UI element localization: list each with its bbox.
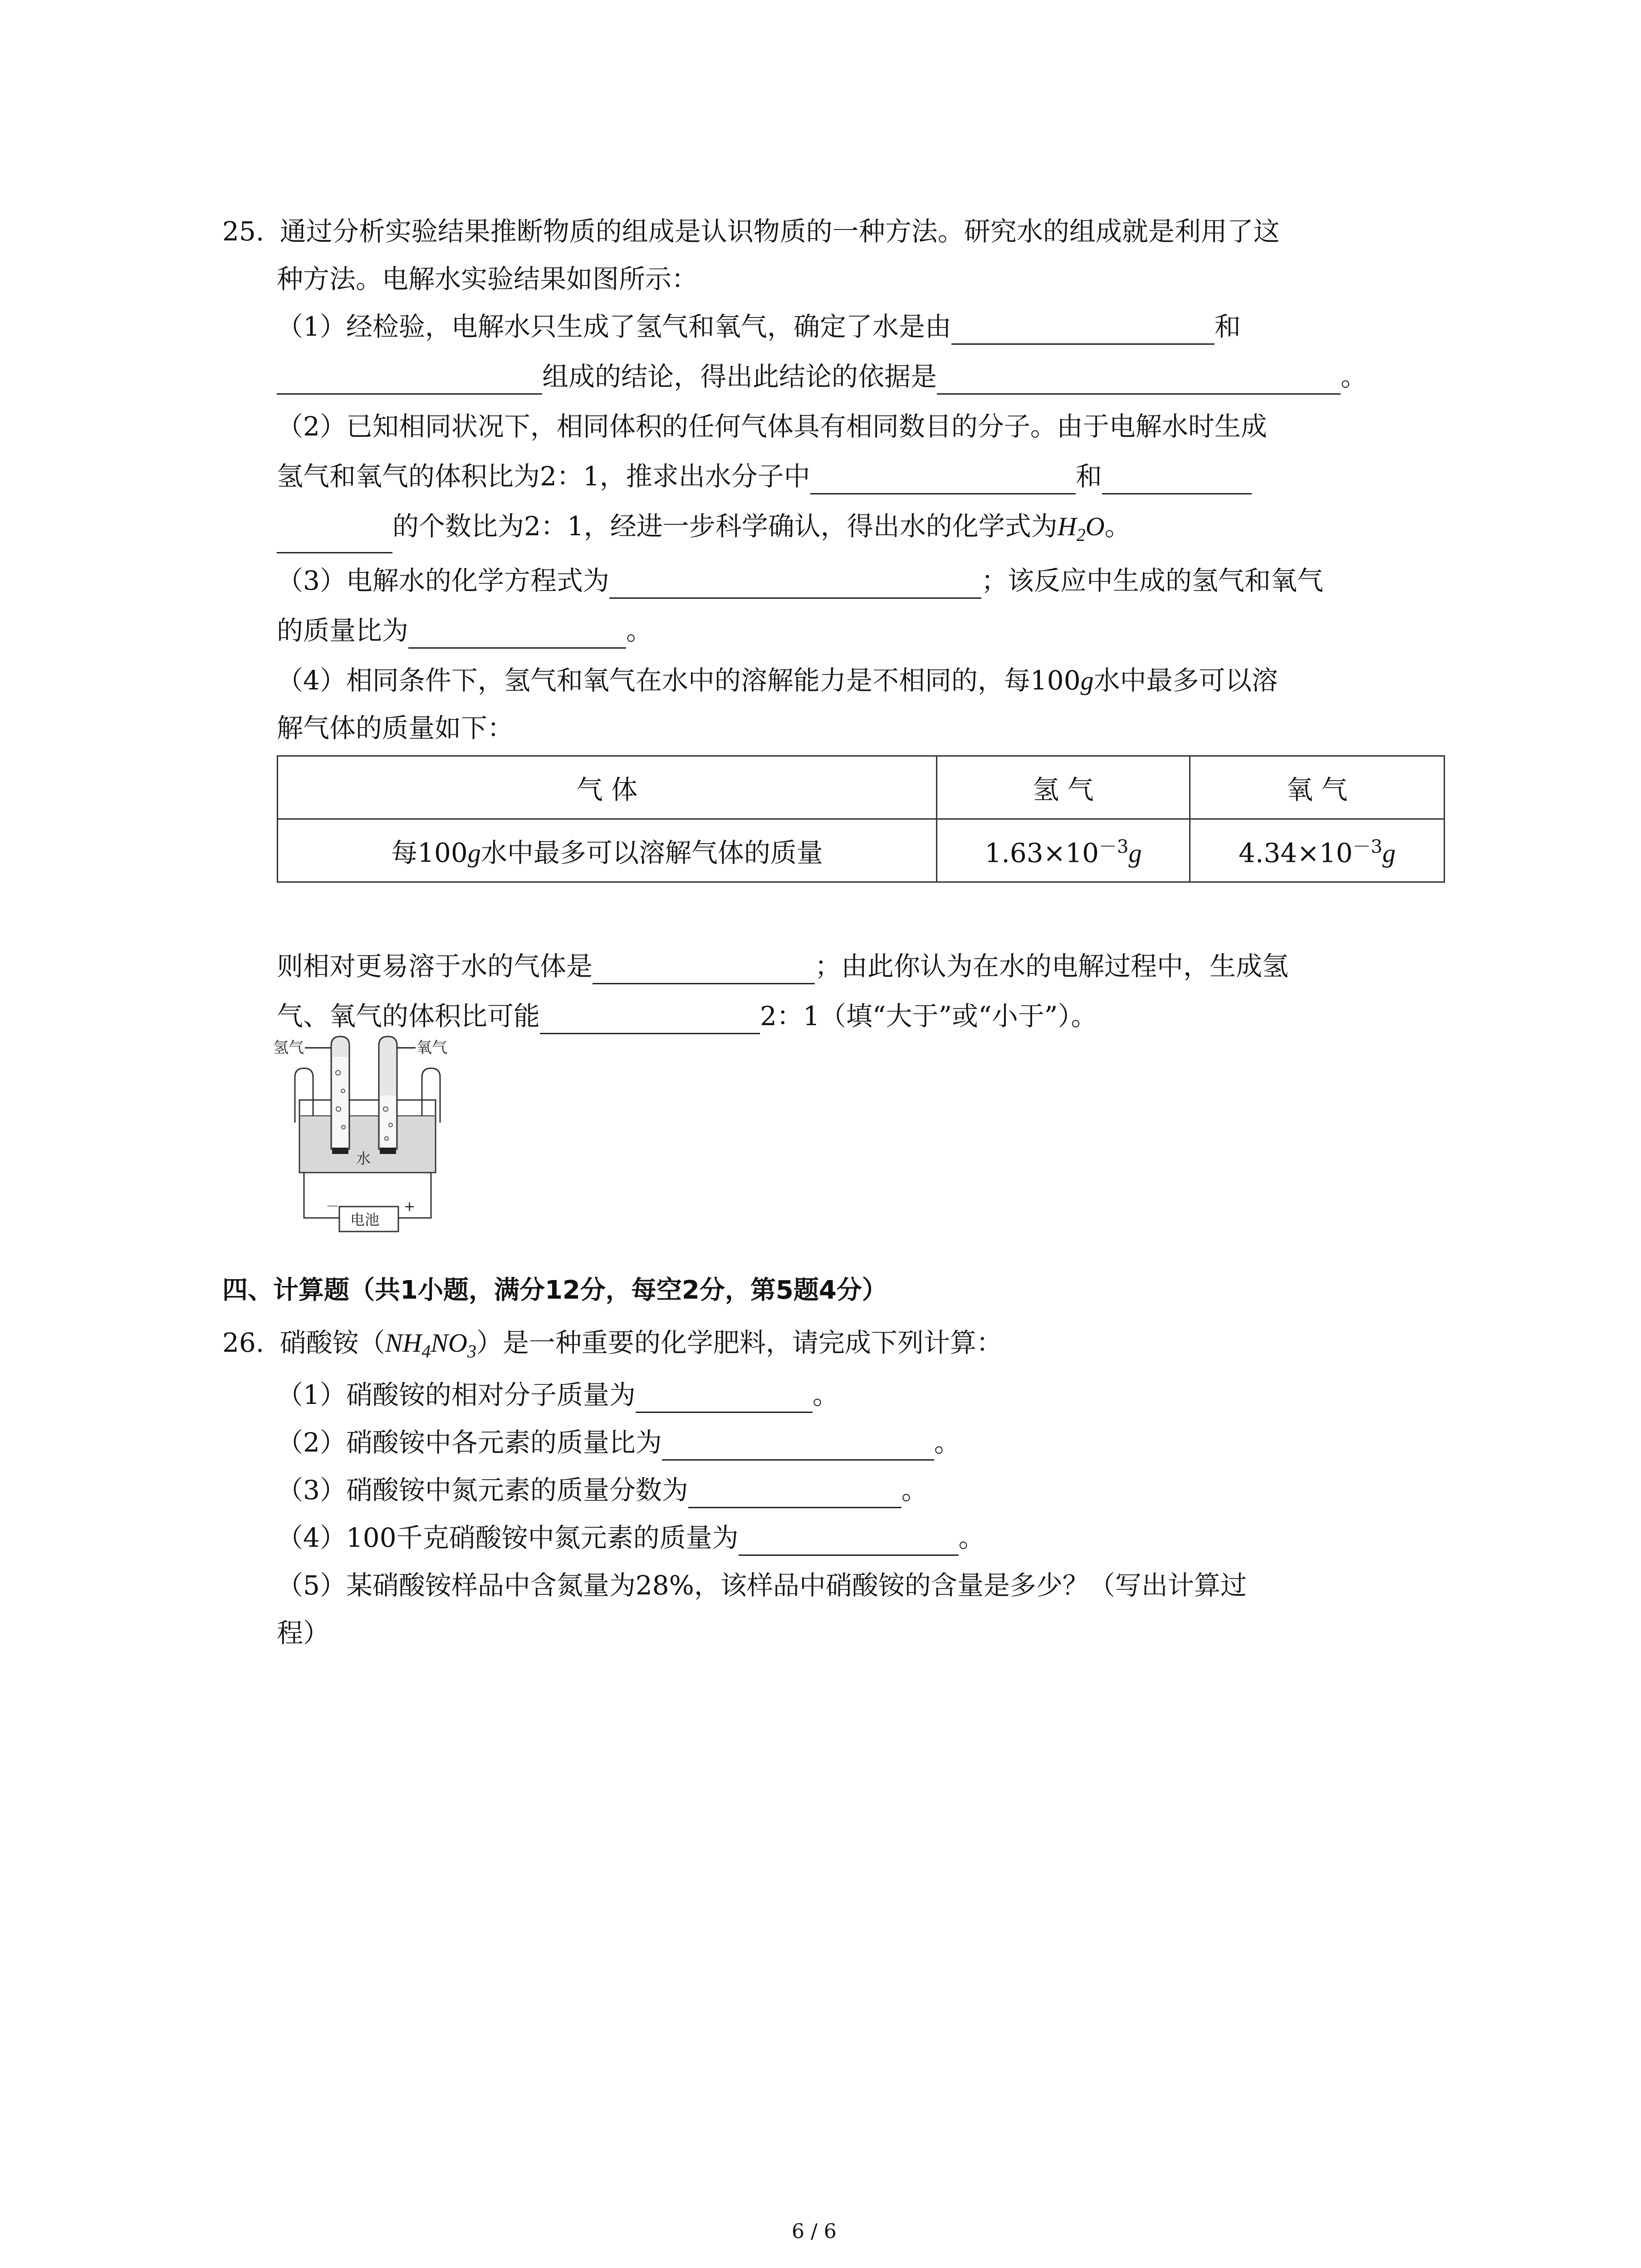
q25-part2-end: 。 (1104, 511, 1131, 542)
q25-part2-line1: （2）已知相同状况下，相同体积的任何气体具有相同数目的分子。由于电解水时生成 (277, 411, 1267, 442)
table-row-label (278, 819, 937, 882)
q25-after-text-a: 则相对更易溶于水的气体是 (277, 951, 593, 982)
answer-blank-1a[interactable] (951, 312, 1215, 345)
q25-part4-text-a: （4）相同条件下，氢气和氧气在水中的溶解能力是不相同的，每100 (277, 665, 1081, 696)
q25-part3-text-c: 的质量比为 (277, 615, 409, 646)
electrode-left (332, 1148, 348, 1154)
answer-blank-2b[interactable] (1102, 461, 1252, 494)
q25-part1-line1 (277, 308, 1241, 345)
q26-sub2-text: （2）硝酸铵中各元素的质量比为 (277, 1427, 662, 1458)
o2-exponent: －3 (1352, 836, 1382, 858)
q25-part1-line2 (277, 358, 1367, 395)
q25-part3-text-b: ；该反应中生成的氢气和氧气 (981, 565, 1323, 596)
q25-part3-line2 (277, 612, 652, 649)
answer-blank-4b[interactable] (540, 1001, 760, 1034)
q25-part2-text-a: 氢气和氧气的体积比为2：1，推求出水分子中 (277, 461, 810, 492)
q26-sub5-line1: （5）某硝酸铵样品中含氮量为28%，该样品中硝酸铵的含量是多少？（写出计算过 (277, 1570, 1247, 1601)
q25-part4-text-b: 水中最多可以溶 (1093, 665, 1278, 696)
q26-number: 26. (222, 1327, 265, 1358)
q26-sub4 (277, 1520, 985, 1556)
solubility-table (277, 755, 1445, 883)
q26-sub1-end: 。 (812, 1379, 839, 1410)
answer-blank-1c[interactable] (937, 362, 1341, 395)
q26-sub4-end: 。 (958, 1522, 985, 1553)
label-hydrogen: 氢气 (273, 1039, 304, 1057)
q25-after-text-c: 气、氧气的体积比可能 (277, 1001, 540, 1031)
answer-blank-2a[interactable] (810, 461, 1076, 494)
answer-blank-2c[interactable] (277, 520, 392, 553)
q25-part1-text-b: 和 (1214, 311, 1241, 342)
q26-intro-a: 硝酸铵（ (279, 1327, 385, 1358)
q25-part3-line1 (277, 562, 1323, 599)
q25-number: 25. (222, 216, 265, 247)
table-header-gas: 气 体 (278, 756, 937, 819)
electrode-right (380, 1148, 396, 1154)
q26-sub3-text: （3）硝酸铵中氮元素的质量分数为 (277, 1475, 688, 1505)
q26-sub4-text: （4）100千克硝酸铵中氮元素的质量为 (277, 1522, 739, 1553)
q25-part1-end: 。 (1341, 361, 1367, 392)
q25-part3-text-a: （3）电解水的化学方程式为 (277, 565, 609, 596)
answer-blank-26-2[interactable] (662, 1427, 934, 1461)
electrolysis-figure (272, 1032, 472, 1241)
table-cell-o2 (1190, 819, 1445, 882)
q25-line1 (222, 213, 1280, 249)
q25-part3-end: 。 (626, 615, 653, 646)
answer-blank-3a[interactable] (609, 566, 981, 599)
answer-blank-26-3[interactable] (688, 1475, 901, 1508)
row-label-b: 水中最多可以溶解气体的质量 (480, 837, 823, 868)
section-title: 四、计算题（共1小题，满分12分，每空2分，第5题4分） (222, 1276, 887, 1305)
side-tube-left (295, 1068, 313, 1123)
table-header-o2: 氧 气 (1190, 756, 1445, 819)
q25-intro-1: 通过分析实验结果推断物质的组成是认识物质的一种方法。研究水的组成就是利用了这 (279, 216, 1280, 247)
label-water: 水 (356, 1150, 371, 1167)
q26-sub1 (277, 1377, 839, 1413)
formula-o: O (1085, 512, 1105, 541)
answer-blank-1b[interactable] (277, 362, 542, 395)
q25-after-text-d: 2：1（填“大于”或“小于”）。 (760, 1001, 1097, 1031)
q25-part2-text-c: 的个数比为2：1，经进一步科学确认，得出水的化学式为 (392, 511, 1058, 542)
hydrogen-gas-space (333, 1057, 348, 1148)
q25-part4-line1 (277, 662, 1278, 699)
label-plus: + (404, 1199, 416, 1215)
table-header-h2: 氢 气 (937, 756, 1190, 819)
q26-sub5-line2: 程） (277, 1618, 330, 1648)
table-header-row (278, 756, 1445, 819)
q26-sub3 (277, 1472, 928, 1508)
h2-value: 1.63×10 (985, 837, 1099, 869)
formula-h: H (1057, 512, 1077, 541)
formula-no: NO (431, 1328, 467, 1358)
row-label-g: g (467, 838, 481, 868)
q25-after-text-b: ；由此你认为在水的电解过程中，生成氢 (815, 951, 1289, 982)
page-number: 6 / 6 (792, 2220, 837, 2243)
q25-part2-line3 (277, 508, 1131, 553)
table-cell-h2 (937, 819, 1190, 882)
q25-part2-line2 (277, 458, 1252, 494)
label-minus: － (326, 1199, 339, 1215)
formula-nh: NH (385, 1328, 422, 1358)
o2-value: 4.34×10 (1239, 837, 1353, 869)
q25-after-line2 (277, 998, 1097, 1034)
h2-exponent: －3 (1099, 836, 1129, 858)
o2-unit: g (1382, 838, 1396, 868)
q26-sub1-text: （1）硝酸铵的相对分子质量为 (277, 1379, 636, 1410)
label-oxygen: 氧气 (416, 1039, 447, 1057)
q25-after-line1 (277, 948, 1288, 984)
formula-sub-2: 2 (1076, 524, 1086, 545)
q26-intro-b: ）是一种重要的化学肥料，请完成下列计算： (476, 1327, 1003, 1358)
row-label-a: 每100 (391, 837, 468, 868)
table-row (278, 819, 1445, 882)
formula-sub-3: 3 (467, 1341, 476, 1362)
answer-blank-3b[interactable] (408, 616, 626, 649)
q25-part1-text-a: （1）经检验，电解水只生成了氢气和氧气，确定了水是由 (277, 311, 951, 342)
side-tube-right (422, 1068, 440, 1123)
label-battery: 电池 (350, 1211, 380, 1228)
unit-g: g (1080, 666, 1094, 695)
answer-blank-26-4[interactable] (739, 1523, 959, 1556)
formula-sub-4: 4 (421, 1341, 431, 1362)
q26-sub3-end: 。 (901, 1475, 928, 1505)
q25-intro-2: 种方法。电解水实验结果如图所示： (277, 264, 698, 294)
answer-blank-4a[interactable] (593, 951, 815, 984)
answer-blank-26-1[interactable] (636, 1380, 813, 1413)
q25-part1-text-c: 组成的结论，得出此结论的依据是 (542, 361, 937, 392)
q26-sub2 (277, 1424, 960, 1461)
q25-part4-line2: 解气体的质量如下： (277, 713, 514, 743)
q26-sub2-end: 。 (934, 1427, 960, 1458)
q26-intro (222, 1325, 1003, 1370)
q25-part2-text-b: 和 (1075, 461, 1102, 492)
h2-unit: g (1128, 838, 1142, 868)
